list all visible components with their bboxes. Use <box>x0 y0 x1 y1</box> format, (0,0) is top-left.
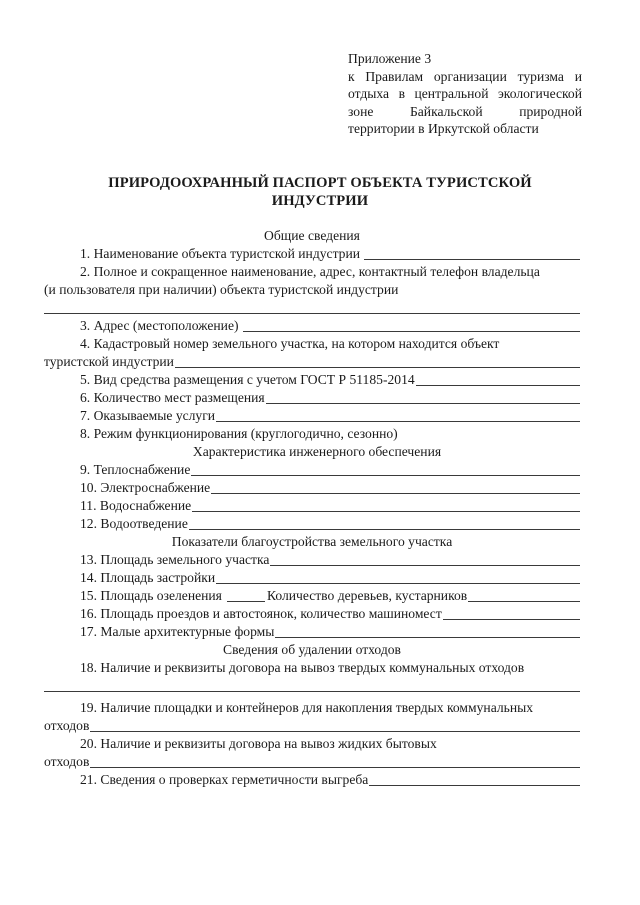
item-9-label: 9. Теплоснабжение <box>80 462 191 477</box>
form-item-5 <box>44 371 580 389</box>
item-4-label-line-2: туристской индустрии <box>44 354 174 369</box>
item-18-label: 18. Наличие и реквизиты договора на вывоз твердых коммунальных отходов <box>80 660 525 675</box>
item-1-field[interactable] <box>364 259 580 260</box>
section-engineering-heading: Характеристика инженерного обеспечения <box>192 444 442 459</box>
form-item-17 <box>44 623 580 641</box>
form-item-18 <box>44 659 580 677</box>
item-19-field[interactable] <box>90 731 580 732</box>
item-5-field[interactable] <box>416 385 580 386</box>
item-12-field[interactable] <box>189 529 580 530</box>
item-6-field[interactable] <box>266 403 580 404</box>
item-10-field[interactable] <box>211 493 580 494</box>
item-15-label-b: Количество деревьев, кустарников <box>266 588 468 603</box>
form-item-15 <box>44 587 580 605</box>
item-4-field[interactable] <box>175 367 580 368</box>
item-15-label-a: 15. Площадь озеленения <box>80 588 222 603</box>
item-9-field[interactable] <box>191 475 580 476</box>
item-21-field[interactable] <box>369 785 580 786</box>
item-15-trees-field[interactable] <box>468 601 580 602</box>
item-20-field[interactable] <box>90 767 580 768</box>
item-1-label: 1. Наименование объекта туристской индустрии <box>80 246 361 261</box>
section-general-heading: Общие сведения <box>264 228 360 243</box>
item-5-label: 5. Вид средства размещения с учетом ГОСТ Р 51185-2014 <box>80 372 415 387</box>
form-item-20-cont <box>44 753 580 771</box>
form-item-18-blank <box>44 677 580 695</box>
passport-form <box>44 227 580 789</box>
form-item-1 <box>44 245 580 263</box>
item-6-label: 6. Количество мест размещения <box>80 390 265 405</box>
item-7-field[interactable] <box>216 421 580 422</box>
item-4-label-line-1: 4. Кадастровый номер земельного участка, на котором находится объект <box>80 336 500 351</box>
form-item-21 <box>44 771 580 789</box>
document-title-line-2: ИНДУСТРИИ <box>271 193 369 209</box>
form-item-9 <box>44 461 580 479</box>
annex-reference: к Правилам организации туризма и отдыха в центральной экологической зоне Байкальской природной территории в Иркутской области <box>348 68 582 137</box>
form-item-16 <box>44 605 580 623</box>
item-17-field[interactable] <box>275 637 580 638</box>
item-12-label: 12. Водоотведение <box>80 516 188 531</box>
form-item-20 <box>44 735 580 753</box>
item-14-label: 14. Площадь застройки <box>80 570 216 585</box>
item-11-field[interactable] <box>192 511 580 512</box>
item-2-label-line-2: (и пользователя при наличии) объекта туристской индустрии <box>44 282 399 297</box>
form-item-6 <box>44 389 580 407</box>
item-16-field[interactable] <box>443 619 580 620</box>
document-title <box>60 174 580 210</box>
section-landscaping-heading: Показатели благоустройства земельного участка <box>171 534 453 549</box>
form-item-4 <box>44 335 580 353</box>
form-item-8 <box>44 425 580 443</box>
item-16-label: 16. Площадь проездов и автостоянок, количество машиномест <box>80 606 442 621</box>
form-item-4-cont <box>44 353 580 371</box>
item-21-label: 21. Сведения о проверках герметичности выгреба <box>80 772 369 787</box>
item-19-label-line-1: 19. Наличие площадки и контейнеров для накопления твердых коммунальных <box>80 700 534 715</box>
item-3-field[interactable] <box>243 331 580 332</box>
form-item-14 <box>44 569 580 587</box>
item-7-label: 7. Оказываемые услуги <box>80 408 216 423</box>
item-2-field[interactable] <box>44 313 580 314</box>
item-19-label-line-2: отходов <box>44 718 90 733</box>
item-18-field[interactable] <box>44 691 580 692</box>
form-item-13 <box>44 551 580 569</box>
form-item-2-cont <box>44 281 580 299</box>
form-item-10 <box>44 479 580 497</box>
form-item-3 <box>44 317 580 335</box>
item-11-label: 11. Водоснабжение <box>80 498 192 513</box>
form-item-2-blank <box>44 299 580 317</box>
item-13-field[interactable] <box>270 565 580 566</box>
item-8-label: 8. Режим функционирования (круглогодично, сезонно) <box>80 426 398 441</box>
form-item-11 <box>44 497 580 515</box>
item-17-label: 17. Малые архитектурные формы <box>80 624 275 639</box>
form-item-12 <box>44 515 580 533</box>
form-item-19 <box>44 699 580 717</box>
item-20-label-line-2: отходов <box>44 754 90 769</box>
item-2-label-line-1: 2. Полное и сокращенное наименование, адрес, контактный телефон владельца <box>80 264 540 279</box>
annex-number: Приложение 3 <box>348 51 432 66</box>
item-14-field[interactable] <box>216 583 580 584</box>
item-10-label: 10. Электроснабжение <box>80 480 211 495</box>
section-waste-heading: Сведения об удалении отходов <box>223 642 401 657</box>
item-15-greenery-field[interactable] <box>227 601 265 602</box>
item-3-label: 3. Адрес (местоположение) <box>80 318 239 333</box>
item-20-label-line-1: 20. Наличие и реквизиты договора на вывоз жидких бытовых <box>80 736 437 751</box>
item-13-label: 13. Площадь земельного участка <box>80 552 270 567</box>
form-item-7 <box>44 407 580 425</box>
form-item-2 <box>44 263 580 281</box>
document-title-line-1: ПРИРОДООХРАННЫЙ ПАСПОРТ ОБЪЕКТА ТУРИСТСКОЙ <box>108 175 532 191</box>
form-item-19-cont <box>44 717 580 735</box>
annex-note <box>348 50 582 138</box>
